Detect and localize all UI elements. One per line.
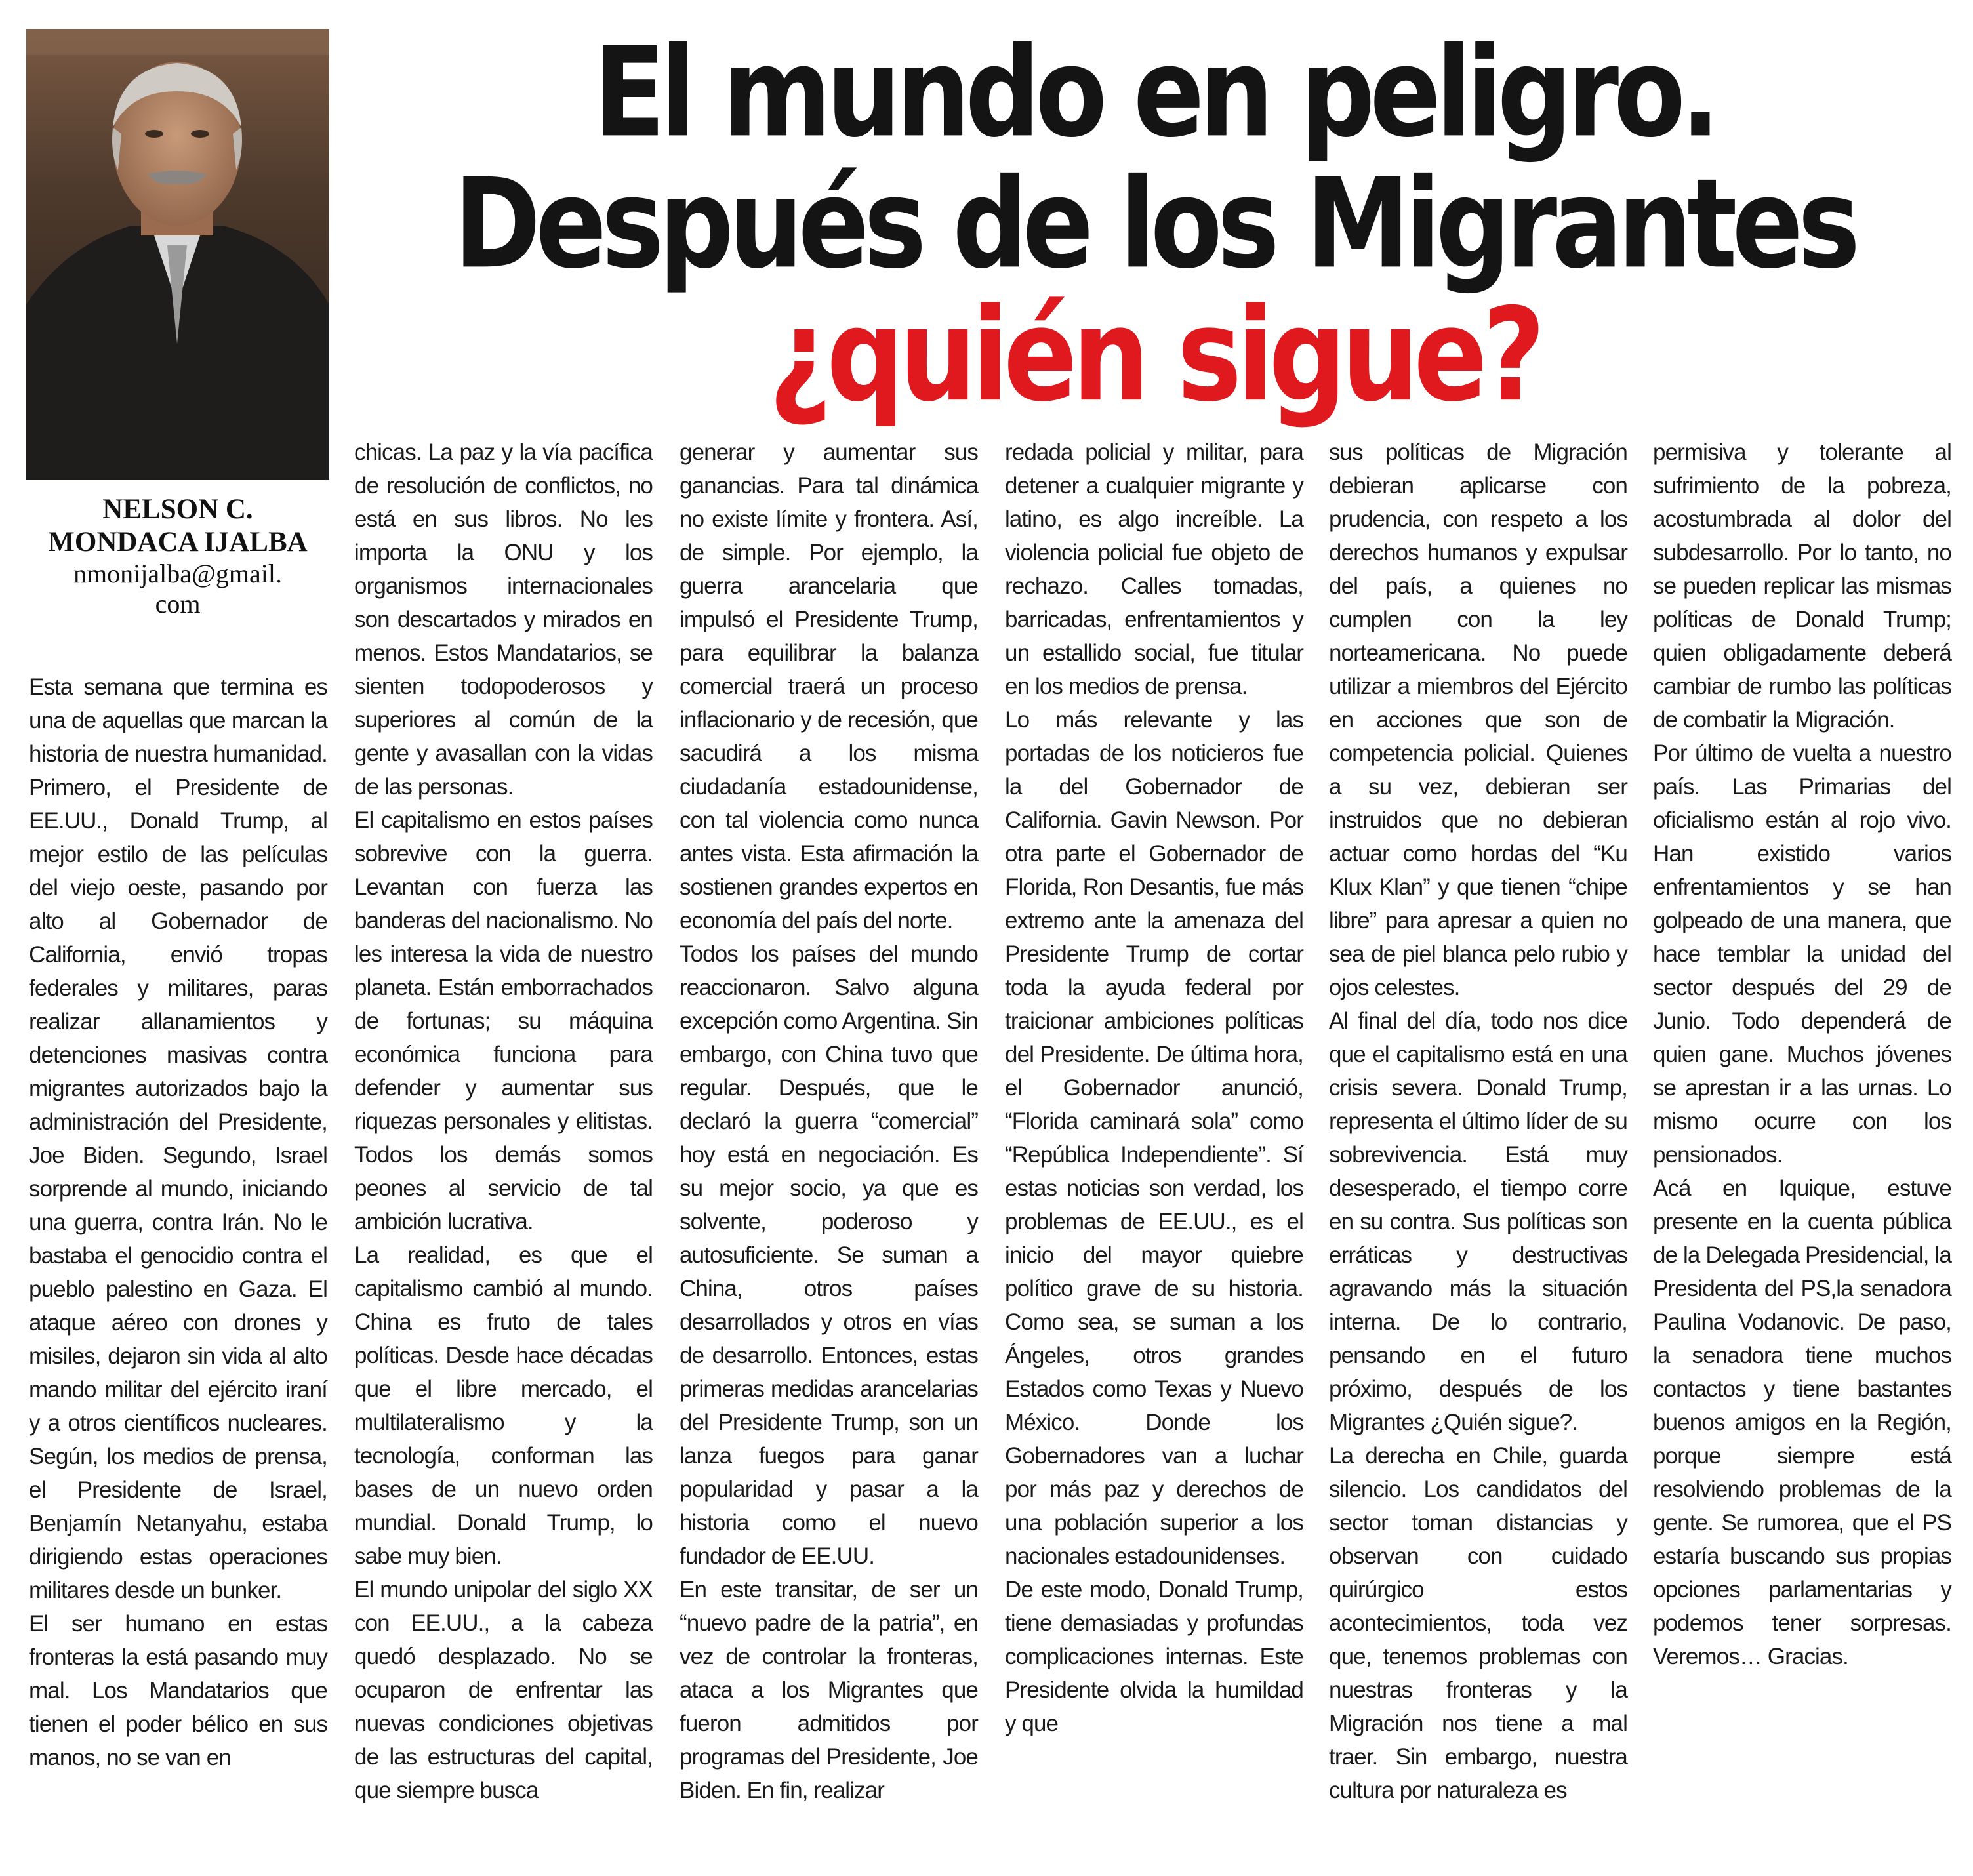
author-byline xyxy=(26,493,329,619)
paragraph: La realidad, es que el capitalismo cambió al mundo. China es fruto de tales políticas. Desde hace décadas que el libre mercado, el multilateralismo y la tecnología, conforman las bases de un nuevo orden mundial. Donald Trump, lo sabe muy bien. xyxy=(354,1242,653,1569)
article-column-1 xyxy=(29,670,327,1774)
headline-line2: Después de los Migrantes xyxy=(453,151,1856,296)
headline-line3: ¿quién sigue? xyxy=(768,281,1541,431)
article-headline xyxy=(367,20,1942,431)
paragraph: En este transitar, de ser un “nuevo padre de la patria”, en vez de controlar la fronteras, ataca a los Migrantes que fueron admitidos por programas del Presidente, Joe Biden. En fin, realizar xyxy=(680,1577,978,1803)
paragraph: El capitalismo en estos países sobrevive con la guerra. Levantan con fuerza las banderas del nacionalismo. No les interesa la vida de nuestro planeta. Están emborrachados de fortunas; su máquina económica funciona para defender y aumentar sus riquezas personales y elitistas. Todos los demás somos peones al servicio de tal ambición lucrativa. xyxy=(354,807,653,1234)
paragraph: De este modo, Donald Trump, tiene demasiadas y profundas complicaciones internas. Este Presidente olvida la humildad y que xyxy=(1005,1577,1303,1736)
paragraph: sus políticas de Migración debieran aplicarse con prudencia, con respeto a los derechos humanos y expulsar del país, a quienes no cumplen con la ley norteamericana. No puede utilizar a miembros del Ejército en acciones que son de competencia policial. Quienes a su vez, debieran ser instruidos que no debieran actuar como hordas del “Ku Klux Klan” y que tienen “chipe libre” para apresar a quien no sea de piel blanca pelo rubio y ojos celestes. xyxy=(1329,439,1627,1000)
paragraph: Esta semana que termina es una de aquellas que marcan la historia de nuestra humanidad. Primero, el Presidente de EE.UU., Donald Trump, al mejor estilo de las películas del viejo oeste, pasando por alto al Gobernador de California, envió tropas federales y militares, paras realizar allanamientos y detenciones masivas contra migrantes autorizados bajo la administración del Presidente, Joe Biden. Segundo, Israel sorprende al mundo, iniciando una guerra, contra Irán. No le bastaba el genocidio contra el pueblo palestino en Gaza. El ataque aéreo con drones y misiles, dejaron sin vida al alto mando militar del ejército iraní y a otros científicos nucleares. Según, los medios de prensa, el Presidente de Israel, Benjamín Netanyahu, estaba dirigiendo estas operaciones militares desde un bunker. xyxy=(29,674,327,1603)
paragraph: Todos los países del mundo reaccionaron. Salvo alguna excepción como Argentina. Sin embargo, con China tuvo que regular. Después, que le declaró la guerra “comercial” hoy está en negociación. Es su mejor socio, ya que es solvente, poderoso y autosuficiente. Se suman a China, otros países desarrollados y otros en vías de desarrollo. Entonces, estas primeras medidas arancelarias del Presidente Trump, son un lanza fuegos para ganar popularidad y pasar a la historia como el nuevo fundador de EE.UU. xyxy=(680,941,978,1569)
paragraph: Por último de vuelta a nuestro país. Las Primarias del oficialismo están al rojo vivo. Han existido varios enfrentamientos y se han golpeado de una manera, que hace temblar la unidad del sector después del 29 de Junio. Todo dependerá de quien gane. Muchos jóvenes se aprestan ir a las urnas. Lo mismo ocurre con los pensionados. xyxy=(1653,741,1951,1168)
paragraph: El ser humano en estas fronteras la está pasando muy mal. Los Mandatarios que tienen el poder bélico en sus manos, no se van en xyxy=(29,1611,327,1770)
paragraph: permisiva y tolerante al sufrimiento de la pobreza, acostumbrada al dolor del subdesarrollo. Por lo tanto, no se pueden replicar las mismas políticas de Donald Trump; quien obligadamente deberá cambiar de rumbo las políticas de combatir la Migración. xyxy=(1653,439,1951,733)
headline-line1: El mundo en peligro. xyxy=(594,20,1715,165)
paragraph: Al final del día, todo nos dice que el capitalismo está en una crisis severa. Donald Trump, representa el último líder de su sobrevivencia. Está muy desesperado, el tiempo corre en su contra. Sus políticas son erráticas y destructivas agravando más la situación interna. De lo contrario, pensando en el futuro próximo, después de los Migrantes ¿Quién sigue?. xyxy=(1329,1008,1627,1435)
paragraph: Acá en Iquique, estuve presente en la cuenta pública de la Delegada Presidencial, la Presidenta del PS,la senadora Paulina Vodanovic. De paso, la senadora tiene muchos contactos y tiene bastantes buenos amigos en la Región, porque siempre está resolviendo problemas de la gente. Se rumorea, que el PS estaría buscando sus propias opciones parlamentarias y podemos tener sorpresas. Veremos… Gracias. xyxy=(1653,1175,1951,1669)
author-portrait-illustration xyxy=(26,29,329,480)
paragraph: chicas. La paz y la vía pacífica de resolución de conflictos, no está en sus libros. No les importa la ONU y los organismos internacionales son descartados y mirados en menos. Estos Mandatarios, se sienten todopoderosos y superiores al común de la gente y avasallan con la vidas de las personas. xyxy=(354,439,653,800)
paragraph: redada policial y militar, para detener a cualquier migrante y latino, es algo increíble. La violencia policial fue objeto de rechazo. Calles tomadas, barricadas, enfrentamientos y un estallido social, fue titular en los medios de prensa. xyxy=(1005,439,1303,699)
article-column-5 xyxy=(1329,436,1627,1807)
author-email-line2: com xyxy=(155,589,201,619)
paragraph: El mundo unipolar del siglo XX con EE.UU., a la cabeza quedó desplazado. No se ocuparon de enfrentar las nuevas condiciones objetivas de las estructuras del capital, que siempre busca xyxy=(354,1577,653,1803)
author-email-line1: nmonijalba@gmail. xyxy=(73,559,282,588)
author-name-line2: MONDACA IJALBA xyxy=(48,527,308,558)
article-column-6 xyxy=(1653,436,1951,1673)
paragraph: La derecha en Chile, guarda silencio. Los candidatos del sector toman distancias y observan con cuidado quirúrgico estos acontecimientos, toda vez que, tenemos problemas con nuestras fronteras y la Migración nos tiene a mal traer. Sin embargo, nuestra cultura por naturaleza es xyxy=(1329,1443,1627,1803)
article-column-2 xyxy=(354,436,653,1807)
article-column-3 xyxy=(680,436,978,1807)
author-name-line1: NELSON C. xyxy=(102,494,253,525)
author-photo xyxy=(26,29,329,480)
paragraph: Lo más relevante y las portadas de los noticieros fue la del Gobernador de California. Gavin Newson. Por otra parte el Gobernador de Florida, Ron Desantis, fue más extremo ante la amenaza del Presidente Trump de cortar toda la ayuda federal por traicionar ambiciones políticas del Presidente. De última hora, el Gobernador anunció, “Florida caminará sola” como “República Independiente”. Sí estas noticias son verdad, los problemas de EE.UU., es el inicio del mayor quiebre político grave de su historia. Como sea, se suman a los Ángeles, otros grandes Estados como Texas y Nuevo México. Donde los Gobernadores van a luchar por más paz y derechos de una población superior a los nacionales estadounidenses. xyxy=(1005,707,1303,1569)
paragraph: generar y aumentar sus ganancias. Para tal dinámica no existe límite y frontera. Así, de simple. Por ejemplo, la guerra arancelaria que impulsó el Presidente Trump, para equilibrar la balanza comercial traerá un proceso inflacionario y de recesión, que sacudirá a los misma ciudadanía estadounidense, con tal violencia como nunca antes vista. Esta afirmación la sostienen grandes expertos en economía del país del norte. xyxy=(680,439,978,933)
article-column-4 xyxy=(1005,436,1303,1740)
